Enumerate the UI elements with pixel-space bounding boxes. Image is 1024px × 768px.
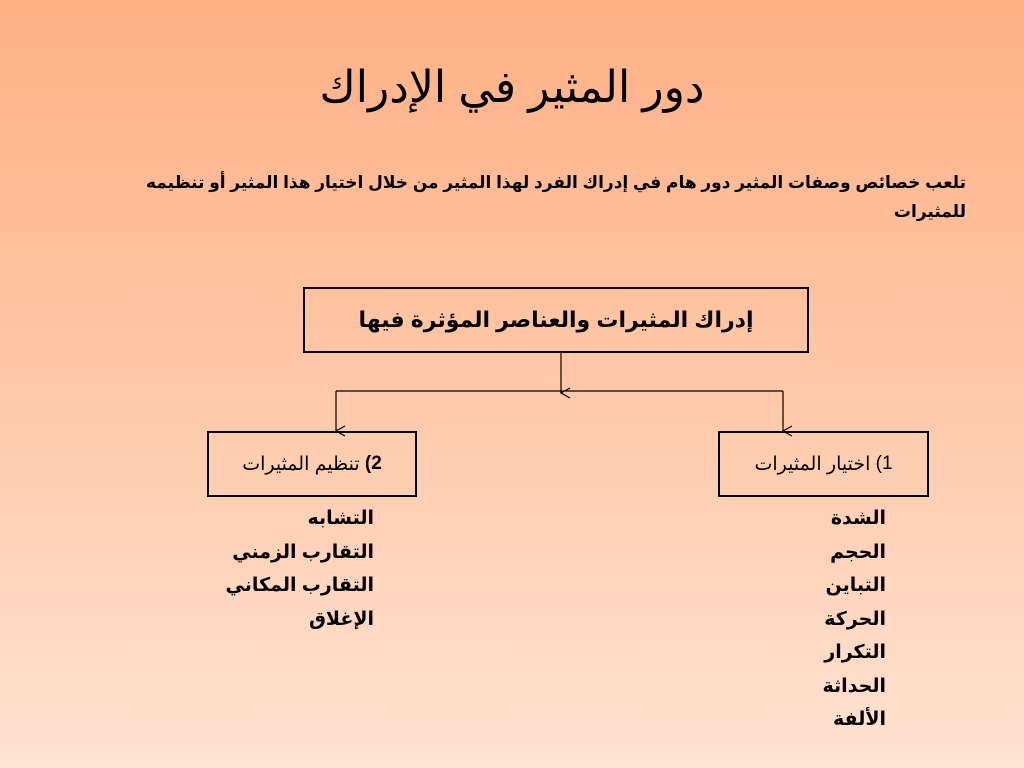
list-item: التقارب الزمني — [232, 541, 374, 563]
root-label: إدراك المثيرات والعناصر المؤثرة فيها — [358, 307, 754, 332]
branch-box-selection — [718, 431, 929, 497]
organization-factors-list — [226, 502, 374, 636]
selection-factors-list — [823, 502, 887, 737]
branch-number: 2) — [364, 453, 382, 474]
list-item: الإغلاق — [308, 608, 374, 630]
list-item: التباين — [825, 575, 886, 596]
list-item: الشدة — [830, 508, 886, 529]
list-item: الحداثة — [822, 675, 886, 697]
list-item: التكرار — [824, 642, 886, 663]
intro-paragraph: تلعب خصائص وصفات المثير دور هام في إدراك الفرد لهذا المثير من خلال اختيار هذا المثير أو تنظيمه للمثيرات — [145, 173, 966, 221]
branch-label: تنظيم المثيرات — [242, 453, 360, 475]
list-item: الألفة — [833, 709, 886, 730]
list-item: التشابه — [307, 508, 374, 529]
branch-number: 1) — [875, 453, 893, 474]
slide-title: دور المثير في الإدراك — [319, 63, 705, 112]
root-box — [303, 287, 809, 353]
branch-box-organization — [207, 431, 417, 497]
list-item: التقارب المكاني — [225, 575, 374, 596]
list-item: الحجم — [830, 541, 886, 563]
branch-label: اختيار المثيرات — [754, 453, 871, 475]
list-item: الحركة — [824, 608, 886, 630]
